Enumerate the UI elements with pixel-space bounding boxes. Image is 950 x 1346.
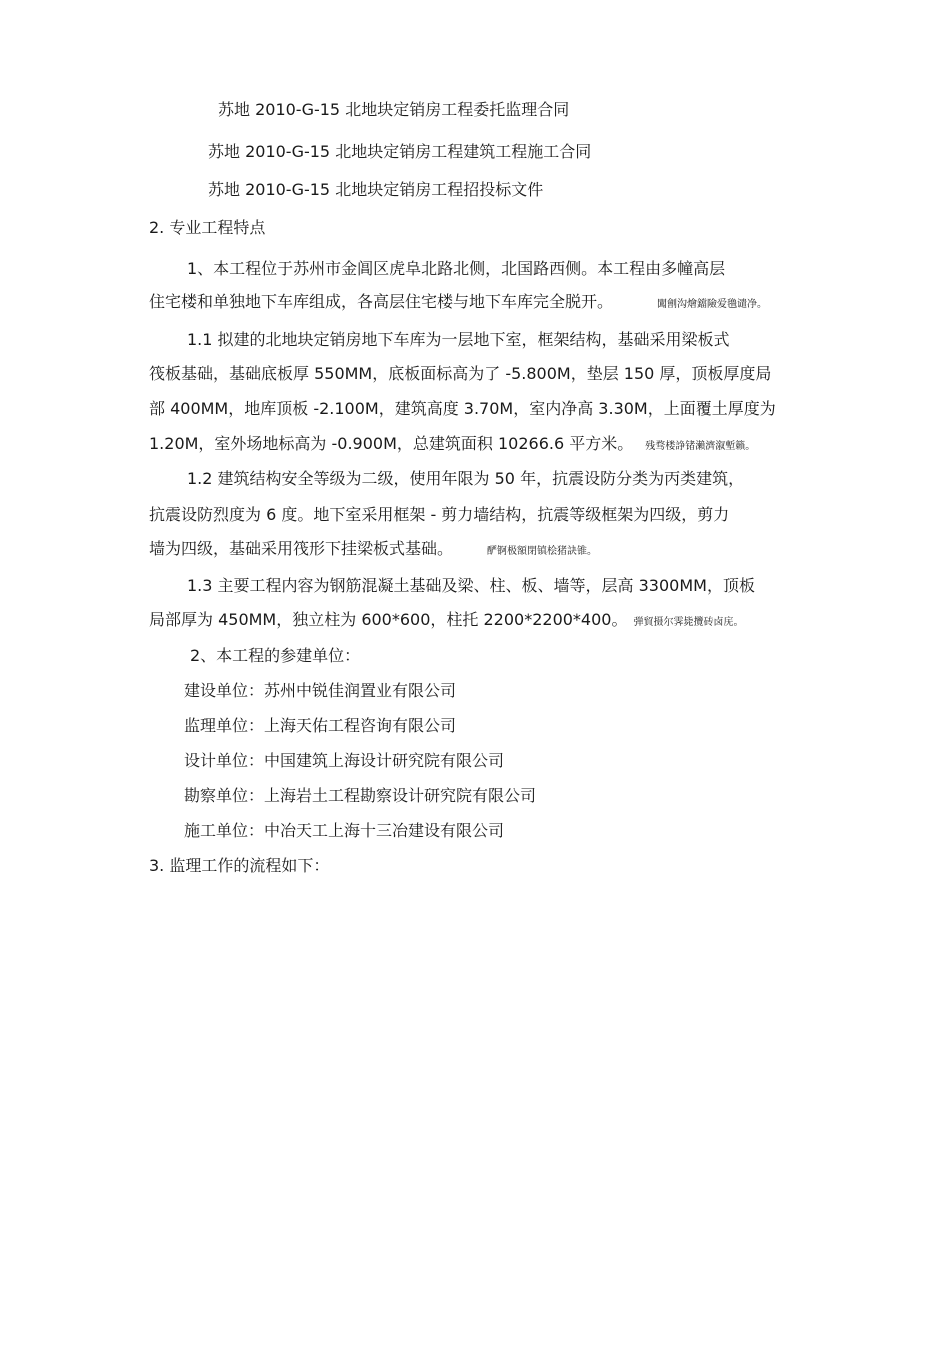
paragraph-text: 住宅楼和单独地下车库组成，各高层住宅楼与地下车库完全脱开。 <box>149 292 614 311</box>
paragraph-line <box>149 610 743 633</box>
noise-text: 残骛楼諍锗瀨濟溆塹籟。 <box>645 441 756 452</box>
paragraph-line <box>149 292 767 315</box>
contract-item: 苏地 2010-G-15 北地块定销房工程建筑工程施工合同 <box>208 142 592 161</box>
paragraph-text: 局部厚为 450MM，独立柱为 600*600，柱托 2200*2200*400。 <box>149 610 628 629</box>
unit-item: 勘察单位：上海岩土工程勘察设计研究院有限公司 <box>184 786 537 805</box>
paragraph-line: 筏板基础，基础底板厚 550MM，底板面标高为了 -5.800M，垫层 150 厚，顶板厚度局 <box>149 364 772 383</box>
unit-item: 施工单位：中冶天工上海十三冶建设有限公司 <box>184 821 505 840</box>
section-heading: 2. 专业工程特点 <box>149 218 266 237</box>
contract-item: 苏地 2010-G-15 北地块定销房工程招投标文件 <box>208 180 544 199</box>
section-heading: 3. 监理工作的流程如下： <box>149 856 330 875</box>
paragraph-line <box>149 434 755 457</box>
section-heading: 2、本工程的参建单位： <box>190 646 361 665</box>
paragraph-text: 墙为四级，基础采用筏形下挂梁板式基础。 <box>149 539 454 558</box>
paragraph-line: 1、本工程位于苏州市金阊区虎阜北路北侧，北国路西侧。本工程由多幢高层 <box>187 259 726 278</box>
noise-text: 闖劊沟燴鐺險爱氇谴净。 <box>657 299 768 310</box>
paragraph-line: 1.3 主要工程内容为钢筋混凝土基础及梁、柱、板、墙等，层高 3300MM，顶板 <box>187 576 755 595</box>
paragraph-line <box>149 539 597 562</box>
paragraph-line: 1.2 建筑结构安全等级为二级，使用年限为 50 年，抗震设防分类为丙类建筑， <box>187 469 745 488</box>
paragraph-line: 1.1 拟建的北地块定销房地下车库为一层地下室，框架结构，基础采用梁板式 <box>187 330 730 349</box>
unit-item: 设计单位：中国建筑上海设计研究院有限公司 <box>184 751 505 770</box>
noise-text: 弾貿摄尔霁毙攬砖卤庑。 <box>633 617 744 628</box>
paragraph-line: 部 400MM，地库顶板 -2.100M，建筑高度 3.70M，室内净高 3.30M，上面覆土厚度为 <box>149 399 776 418</box>
paragraph-text: 1.20M，室外场地标高为 -0.900M，总建筑面积 10266.6 平方米。 <box>149 434 634 453</box>
unit-item: 建设单位：苏州中锐佳润置业有限公司 <box>184 681 457 700</box>
unit-item: 监理单位：上海天佑工程咨询有限公司 <box>184 716 457 735</box>
contract-item: 苏地 2010-G-15 北地块定销房工程委托监理合同 <box>218 100 570 119</box>
noise-text: 酽锕极額閉镇桧猪訣锥。 <box>487 546 598 557</box>
paragraph-line: 抗震设防烈度为 6 度。地下室采用框架 - 剪力墙结构，抗震等级框架为四级，剪力 <box>149 505 730 524</box>
